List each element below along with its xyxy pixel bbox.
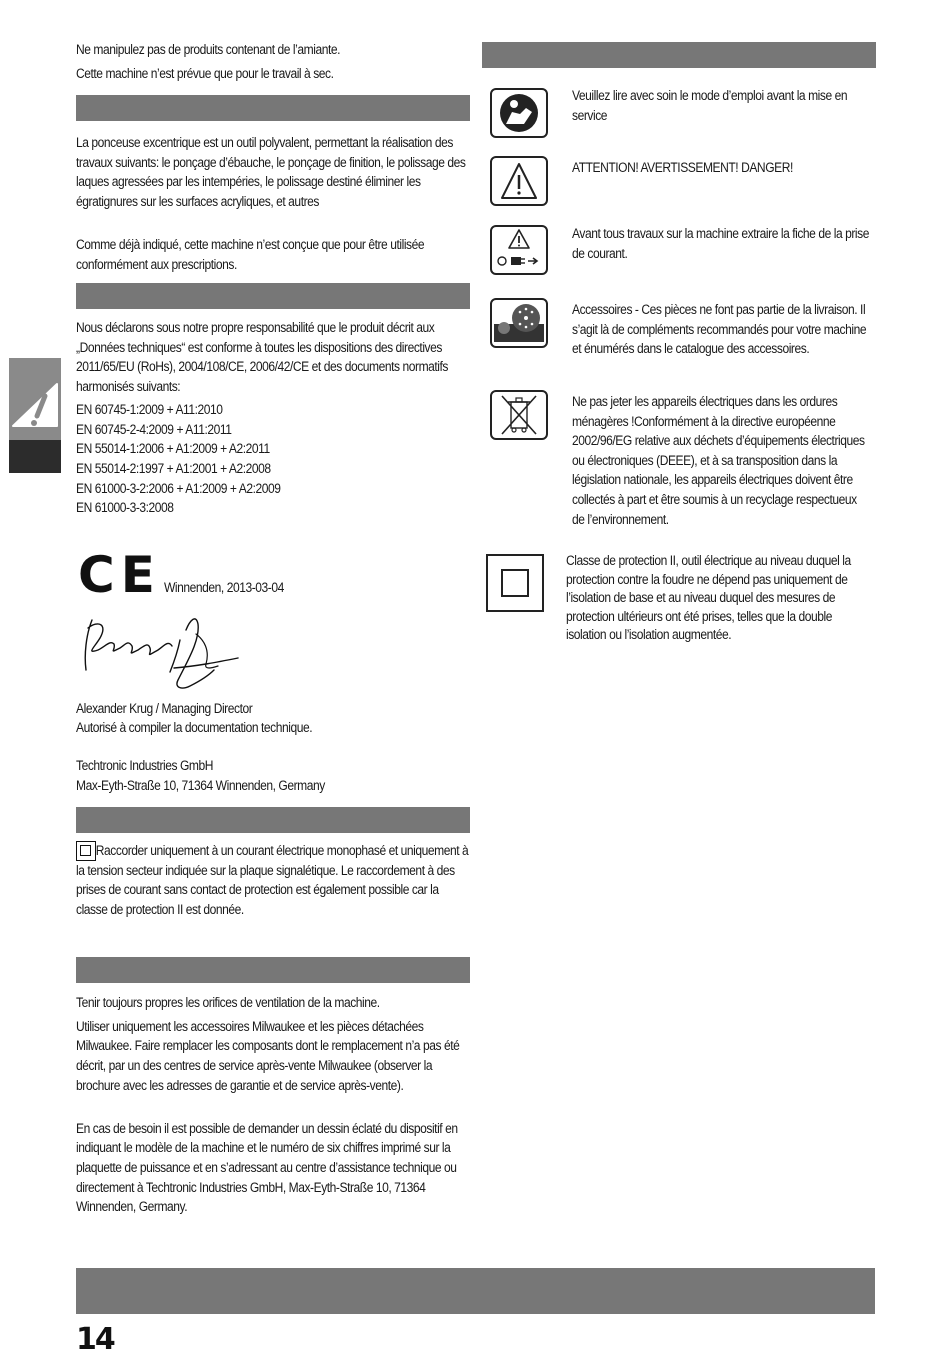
standard-item: EN 61000-3-3:2008 (76, 500, 174, 516)
side-tab-warning (9, 358, 61, 440)
usage-paragraph: La ponceuse excentrique est un outil polyvalent, permettant la réalisation des travaux suivants: le ponçage d’ébauche, le ponçage de finition, le polissage des laques agressées par les intempéries, le polissage destiné éliminer les égratignures sur les surfaces acryliques, et autres (76, 135, 466, 209)
standard-item: EN 55014-2:1997 + A1:2001 + A2:2008 (76, 460, 271, 476)
symbol-description: Classe de protection II, outil électrique au niveau duquel la protection contre la foudre ne dépend pas uniquement de l’isolation de base et au niveau duquel des mesures de protection ultérieurs ont été prises, telles que la double isolation ou l’isolation augmentée. (566, 553, 851, 643)
symbol-text (572, 86, 892, 125)
symbol-text (572, 392, 892, 529)
maintenance-paragraph: Utiliser uniquement les accessoires Milwaukee et les pièces détachées Milwaukee. Faire remplacer les composants dont le remplacement n’a pas été décrit, par un des centres de service après-vente Milwaukee (observer la brochure avec les adresses de garantie et de service après-vente). (76, 1018, 460, 1093)
symbol-row (482, 86, 876, 146)
section-header-bar (482, 42, 876, 68)
section-header-bar (76, 807, 470, 833)
company-name: Techtronic Industries GmbH (76, 757, 213, 773)
intro-line: Cette machine n’est prévue que pour le travail à sec. (76, 65, 334, 81)
symbol-description: ATTENTION! AVERTISSEMENT! DANGER! (572, 160, 793, 175)
power-section (76, 841, 470, 941)
maintenance-paragraph: En cas de besoin il est possible de demander un dessin éclaté du dispositif en indiquant le modèle de la machine et le numéro de six chiffres imprimé sur la plaquette de puissance et en s’adressant au centre d’assistance technique ou directement à Techtronic Industries GmbH, Max-Eyth-Straße 10, 71364 Winnenden, Germany. (76, 1120, 458, 1215)
weee-bin-icon (492, 392, 546, 438)
symbol-text (572, 300, 892, 359)
read-manual-icon (492, 90, 546, 136)
usage-paragraph: Comme déjà indiqué, cette machine n’est conçue que pour être utilisée conformément aux prescriptions. (76, 237, 425, 272)
symbol-text (572, 158, 892, 178)
accessories-icon (492, 300, 546, 346)
ce-block (76, 545, 470, 614)
symbol-description: Veuillez lire avec soin le mode d’emploi avant la mise en service (572, 88, 848, 123)
symbol-description: Avant tous travaux sur la machine extraire la fiche de la prise de courant. (572, 226, 869, 261)
symbol-frame (490, 225, 548, 275)
symbol-text (566, 552, 886, 645)
left-column (76, 40, 470, 1217)
company-address: Max-Eyth-Straße 10, 71364 Winnenden, Germany (76, 777, 325, 793)
symbol-frame (490, 88, 548, 138)
standard-item: EN 55014-1:2006 + A1:2009 + A2:2011 (76, 441, 270, 457)
signature-image (78, 610, 248, 695)
standard-item: EN 61000-3-2:2006 + A1:2009 + A2:2009 (76, 480, 281, 496)
declaration-paragraph: Nous déclarons sous notre propre responsabilité que le produit décrit aux „Données techniques“ est conforme à toutes les dispositions des directives 2011/65/EU (RoHs), 2004/108/CE, 2006/42/CE et des documents normatifs harmonisés suivants: (76, 320, 449, 394)
footer-bar (76, 1268, 875, 1314)
symbol-row (482, 298, 876, 378)
intro-line: Ne manipulez pas de produits contenant de l’amiante. (76, 42, 341, 57)
symbol-description: Ne pas jeter les appareils électriques dans les ordures ménagères !Conformément à la directive européenne 2002/96/EG relative aux déchets d’équipements électriques ou électroniques (DEEE), et à sa transposition dans la législation nationale, les appareils électriques doivent être collectés à part et être soumis à un recyclage respectueux de l’environnement. (572, 394, 865, 527)
maintenance-paragraph: Tenir toujours propres les orifices de ventilation de la machine. (76, 995, 380, 1011)
signatory-name: Alexander Krug / Managing Director (76, 700, 253, 716)
ce-mark: CE (78, 545, 161, 604)
symbol-frame (490, 156, 548, 206)
standard-item: EN 60745-2-4:2009 + A11:2011 (76, 421, 232, 437)
side-tab (9, 358, 61, 473)
page-number: 14 (76, 1322, 114, 1357)
right-column (482, 42, 876, 643)
symbol-frame (490, 390, 548, 440)
symbol-row (482, 554, 876, 664)
standard-item: EN 60745-1:2009 + A11:2010 (76, 402, 223, 418)
place-date: Winnenden, 2013-03-04 (164, 579, 284, 595)
unplug-icon (492, 227, 546, 273)
section-header-bar (76, 957, 470, 983)
standards-list (76, 400, 470, 518)
symbol-row (482, 224, 876, 284)
symbol-description: Accessoires - Ces pièces ne font pas partie de la livraison. Il s’agit là de compléments recommandés pour votre machine et énumérés dans le catalogue des accessoires. (572, 302, 867, 357)
symbol-row (482, 156, 876, 216)
protection-class-ii-icon (486, 554, 544, 612)
warning-triangle-icon (9, 358, 61, 440)
power-paragraph: Raccorder uniquement à un courant électrique monophasé et uniquement à la tension secteur indiquée sur la plaque signalétique. Le raccordement à des prises de courant sans contact de protection est également possible car la classe de protection II est donnée. (76, 843, 469, 917)
symbol-frame (490, 298, 548, 348)
signatory-note: Autorisé à compiler la documentation technique. (76, 720, 313, 736)
symbol-text (572, 224, 892, 263)
warning-triangle-icon (492, 158, 546, 204)
section-header-bar (76, 283, 470, 309)
section-header-bar (76, 95, 470, 121)
symbol-row (482, 390, 876, 550)
